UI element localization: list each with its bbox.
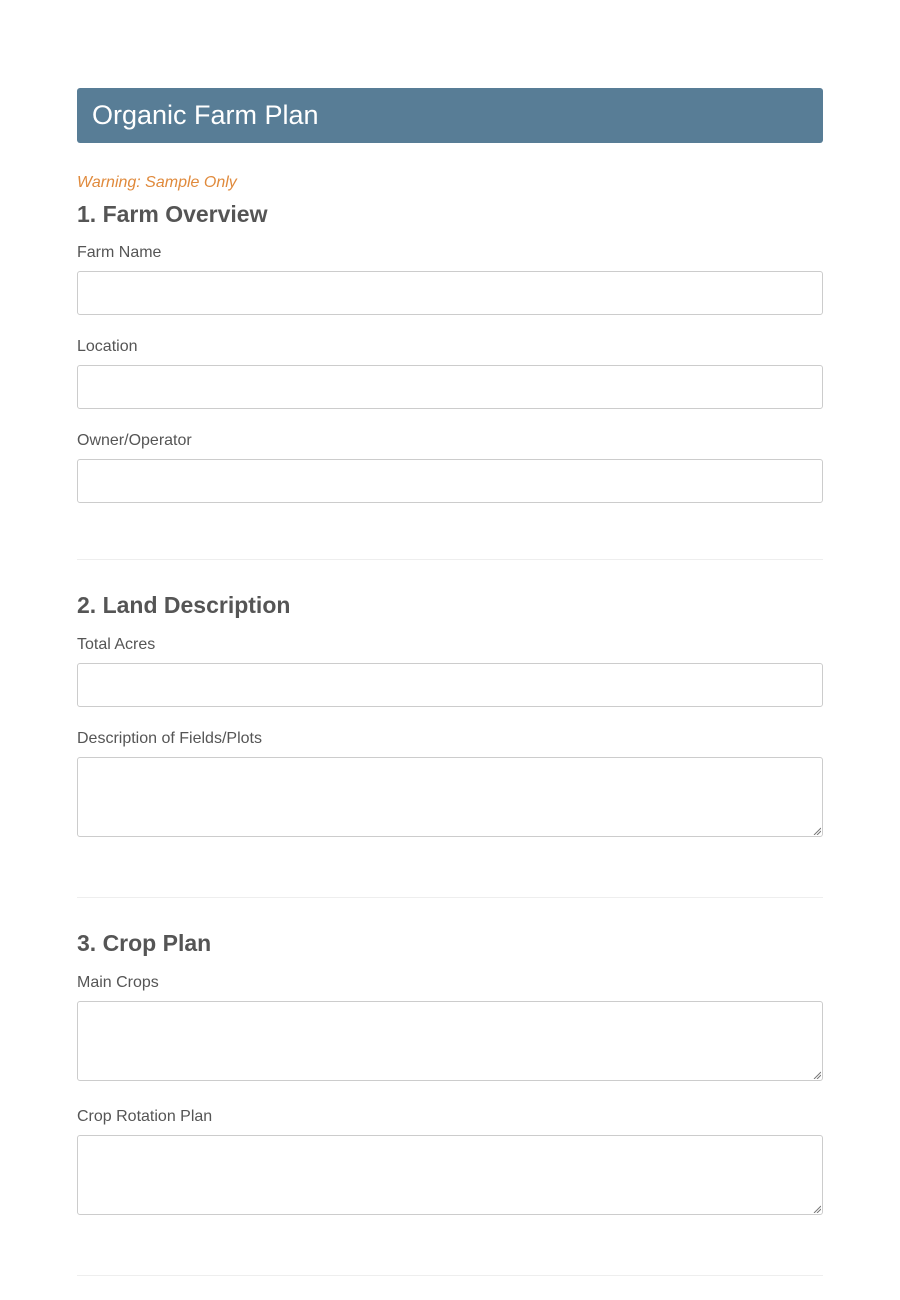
warning-text: Warning: Sample Only — [77, 174, 237, 191]
crop-rotation-label: Crop Rotation Plan — [77, 1108, 213, 1125]
location-label: Location — [77, 338, 138, 355]
page-title: Organic Farm Plan — [92, 100, 319, 130]
fields-plots-textarea[interactable] — [77, 757, 823, 837]
location-input[interactable] — [77, 365, 823, 409]
section-title-land-description: 2. Land Description — [77, 592, 291, 618]
section-divider — [77, 559, 823, 560]
crop-rotation-textarea[interactable] — [77, 1135, 823, 1215]
page-header — [77, 88, 823, 143]
section-title-crop-plan: 3. Crop Plan — [77, 930, 212, 956]
resize-grip-icon[interactable] — [813, 1205, 821, 1213]
total-acres-label: Total Acres — [77, 636, 156, 653]
main-crops-label: Main Crops — [77, 974, 159, 991]
section-divider — [77, 1275, 823, 1276]
farm-name-label: Farm Name — [77, 244, 162, 261]
section-divider — [77, 897, 823, 898]
owner-operator-label: Owner/Operator — [77, 432, 192, 449]
total-acres-input[interactable] — [77, 663, 823, 707]
section-title-farm-overview: 1. Farm Overview — [77, 201, 268, 227]
resize-grip-icon[interactable] — [813, 827, 821, 835]
fields-plots-label: Description of Fields/Plots — [77, 730, 262, 747]
owner-operator-input[interactable] — [77, 459, 823, 503]
farm-name-input[interactable] — [77, 271, 823, 315]
resize-grip-icon[interactable] — [813, 1071, 821, 1079]
main-crops-textarea[interactable] — [77, 1001, 823, 1081]
